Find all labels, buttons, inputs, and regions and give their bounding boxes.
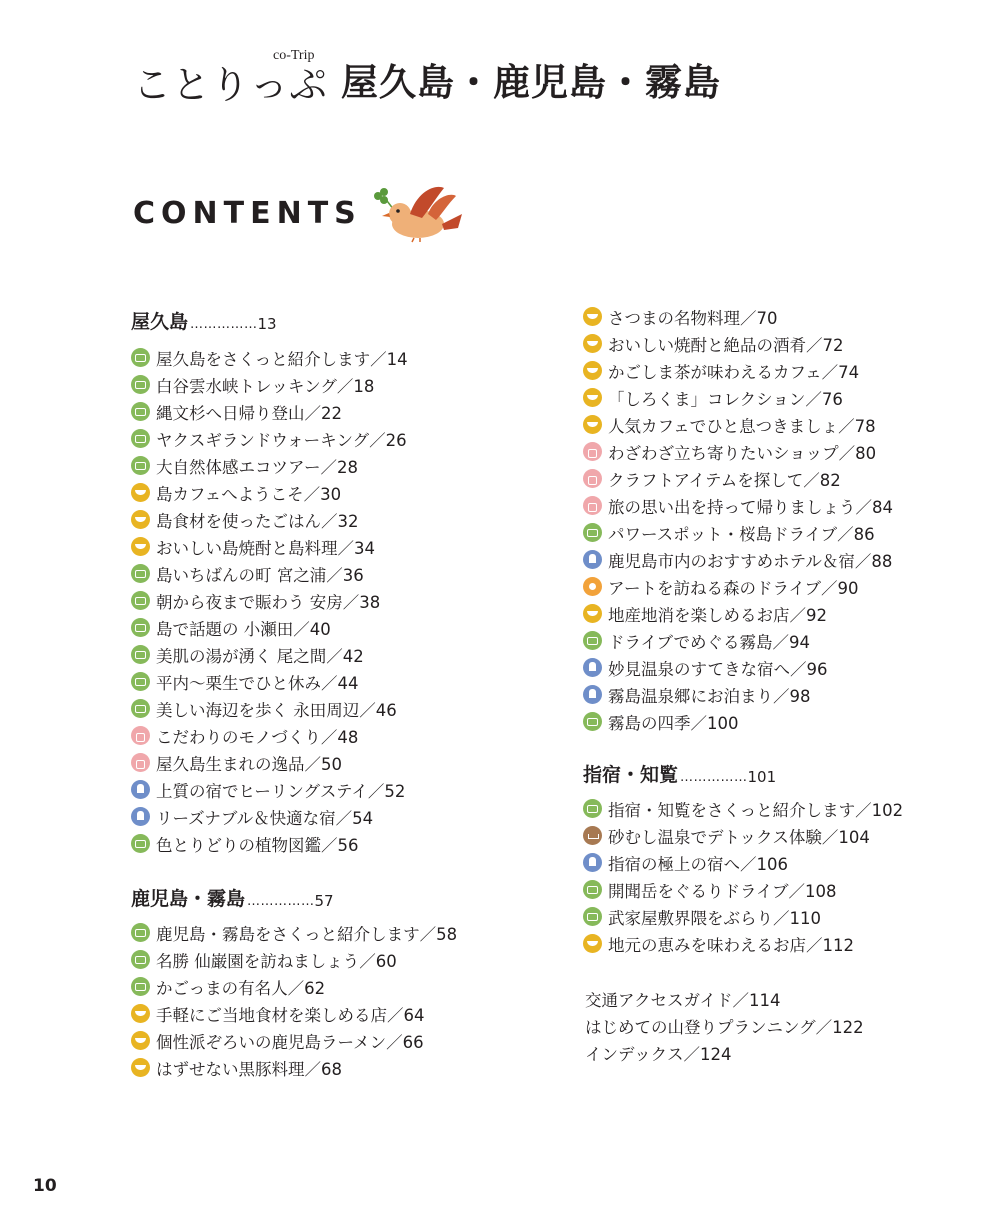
entry-text: アートを訪ねる森のドライブ／90 bbox=[608, 578, 859, 598]
entry-text: 霧島温泉郷にお泊まり／98 bbox=[608, 686, 811, 706]
food-icon bbox=[131, 483, 150, 502]
entry-text: わざわざ立ち寄りたいショップ／80 bbox=[608, 443, 877, 463]
food-icon bbox=[131, 510, 150, 529]
section-page: 57 bbox=[314, 892, 334, 910]
contents-entry[interactable] bbox=[583, 330, 983, 357]
section-page: 13 bbox=[257, 315, 277, 333]
bath-icon bbox=[583, 826, 602, 845]
camera-icon bbox=[583, 907, 602, 926]
contents-entry[interactable] bbox=[131, 452, 531, 479]
section-title: 鹿児島・霧島 bbox=[131, 888, 246, 910]
contents-entry[interactable] bbox=[583, 573, 983, 600]
contents-entry[interactable] bbox=[583, 465, 983, 492]
contents-entry[interactable] bbox=[583, 654, 983, 681]
entry-text: おいしい島焼酎と島料理／34 bbox=[156, 538, 375, 558]
contents-entry[interactable] bbox=[583, 600, 983, 627]
entry-text: 個性派ぞろいの鹿児島ラーメン／66 bbox=[156, 1032, 424, 1052]
page-number: 10 bbox=[33, 1176, 57, 1196]
stay-icon bbox=[131, 780, 150, 799]
stay-icon bbox=[583, 550, 602, 569]
contents-entry[interactable] bbox=[583, 795, 983, 822]
camera-icon bbox=[583, 880, 602, 899]
appendix-entry[interactable]: 交通アクセスガイド／114 bbox=[585, 990, 781, 1010]
entry-text: さつまの名物料理／70 bbox=[608, 308, 778, 328]
entry-text: パワースポット・桜島ドライブ／86 bbox=[608, 524, 875, 544]
shop-icon bbox=[131, 726, 150, 745]
entry-text: 平内～栗生でひと休み／44 bbox=[156, 673, 359, 693]
entry-text: 地元の恵みを味わえるお店／112 bbox=[608, 935, 854, 955]
contents-entry[interactable] bbox=[131, 479, 531, 506]
entry-text: 朝から夜まで賑わう 安房／38 bbox=[156, 592, 381, 612]
entry-text: 屋久島生まれの逸品／50 bbox=[156, 754, 342, 774]
contents-entry[interactable] bbox=[131, 425, 531, 452]
entry-text: リーズナブル＆快適な宿／54 bbox=[156, 808, 374, 828]
food-icon bbox=[131, 1058, 150, 1077]
entry-text: 開聞岳をぐるりドライブ／108 bbox=[608, 881, 837, 901]
leader-dots: …………… bbox=[247, 894, 315, 909]
camera-icon bbox=[131, 699, 150, 718]
entry-text: 色とりどりの植物図鑑／56 bbox=[156, 835, 359, 855]
camera-icon bbox=[131, 402, 150, 421]
art-icon bbox=[583, 577, 602, 596]
entry-text: おいしい焼酎と絶品の酒肴／72 bbox=[608, 335, 844, 355]
contents-entry[interactable] bbox=[131, 398, 531, 425]
contents-entry[interactable] bbox=[583, 303, 983, 330]
contents-entry[interactable] bbox=[583, 876, 983, 903]
contents-entry[interactable] bbox=[131, 722, 531, 749]
contents-entry[interactable] bbox=[131, 1000, 531, 1027]
camera-icon bbox=[131, 645, 150, 664]
contents-entry[interactable] bbox=[583, 411, 983, 438]
contents-entry[interactable] bbox=[131, 1054, 531, 1081]
section-kagoshima-heading[interactable] bbox=[131, 881, 531, 911]
food-icon bbox=[583, 307, 602, 326]
camera-icon bbox=[131, 456, 150, 475]
section-yakushima-heading[interactable] bbox=[131, 304, 531, 334]
contents-entry[interactable] bbox=[583, 438, 983, 465]
entry-text: 名勝 仙巌園を訪ねましょう／60 bbox=[156, 951, 397, 971]
shop-icon bbox=[583, 496, 602, 515]
contents-entry[interactable] bbox=[583, 708, 983, 735]
camera-icon bbox=[131, 375, 150, 394]
contents-entry[interactable] bbox=[131, 973, 531, 1000]
entry-text: 手軽にご当地食材を楽しめる店／64 bbox=[156, 1005, 425, 1025]
contents-entry[interactable] bbox=[131, 371, 531, 398]
food-icon bbox=[583, 934, 602, 953]
contents-entry[interactable] bbox=[583, 627, 983, 654]
entry-text: 鹿児島市内のおすすめホテル＆宿／88 bbox=[608, 551, 893, 571]
stay-icon bbox=[583, 685, 602, 704]
camera-icon bbox=[131, 834, 150, 853]
food-icon bbox=[583, 361, 602, 380]
entry-text: 霧島の四季／100 bbox=[608, 713, 739, 733]
camera-icon bbox=[131, 564, 150, 583]
contents-entry[interactable] bbox=[131, 614, 531, 641]
shop-icon bbox=[583, 469, 602, 488]
camera-icon bbox=[131, 923, 150, 942]
contents-entry[interactable] bbox=[583, 546, 983, 573]
contents-entry[interactable] bbox=[583, 519, 983, 546]
contents-entry[interactable] bbox=[131, 587, 531, 614]
cotrip-label: co-Trip bbox=[273, 48, 315, 63]
shop-icon bbox=[583, 442, 602, 461]
entry-text: 島カフェへようこそ／30 bbox=[156, 484, 342, 504]
food-icon bbox=[131, 1031, 150, 1050]
entry-text: 旅の思い出を持って帰りましょう／84 bbox=[608, 497, 893, 517]
camera-icon bbox=[131, 618, 150, 637]
contents-entry[interactable] bbox=[131, 749, 531, 776]
contents-entry[interactable] bbox=[583, 384, 983, 411]
contents-entry[interactable] bbox=[131, 946, 531, 973]
section-page: 101 bbox=[747, 768, 777, 786]
entry-text: 指宿・知覧をさくっと紹介します／102 bbox=[608, 800, 904, 820]
camera-icon bbox=[583, 799, 602, 818]
cotrip-logo: ことりっぷ bbox=[133, 63, 329, 107]
camera-icon bbox=[131, 672, 150, 691]
entry-text: 島食材を使ったごはん／32 bbox=[156, 511, 359, 531]
entry-text: 武家屋敷界隈をぶらり／110 bbox=[608, 908, 821, 928]
entry-text: ヤクスギランドウォーキング／26 bbox=[156, 430, 407, 450]
entry-text: はずせない黒豚料理／68 bbox=[156, 1059, 342, 1079]
contents-entry[interactable] bbox=[131, 641, 531, 668]
food-icon bbox=[583, 334, 602, 353]
camera-icon bbox=[583, 523, 602, 542]
contents-entry[interactable] bbox=[583, 492, 983, 519]
entry-text: 地産地消を楽しめるお店／92 bbox=[608, 605, 827, 625]
contents-entry[interactable] bbox=[131, 803, 531, 830]
entry-text: 屋久島をさくっと紹介します／14 bbox=[156, 349, 408, 369]
contents-heading: CONTENTS bbox=[133, 196, 362, 231]
section-title: 指宿・知覧 bbox=[583, 764, 679, 786]
extras-list bbox=[583, 985, 983, 1066]
camera-icon bbox=[583, 712, 602, 731]
contents-entry[interactable] bbox=[131, 533, 531, 560]
shop-icon bbox=[131, 753, 150, 772]
contents-entry[interactable] bbox=[131, 1027, 531, 1054]
entry-text: ドライブでめぐる霧島／94 bbox=[608, 632, 811, 652]
food-icon bbox=[131, 1004, 150, 1023]
food-icon bbox=[131, 537, 150, 556]
contents-entry[interactable] bbox=[583, 930, 983, 957]
bird-illustration-icon bbox=[370, 184, 466, 244]
entry-text: かごしま茶が味わえるカフェ／74 bbox=[608, 362, 860, 382]
camera-icon bbox=[131, 977, 150, 996]
contents-entry[interactable] bbox=[131, 344, 531, 371]
appendix-entry[interactable]: インデックス／124 bbox=[585, 1044, 732, 1064]
entry-text: 美しい海辺を歩く 永田周辺／46 bbox=[156, 700, 397, 720]
kagoshima-list-continued bbox=[583, 303, 983, 735]
entry-text: かごっまの有名人／62 bbox=[156, 978, 326, 998]
entry-text: 白谷雲水峡トレッキング／18 bbox=[156, 376, 375, 396]
entry-text: 縄文杉へ日帰り登山／22 bbox=[156, 403, 342, 423]
entry-text: 島で話題の 小瀬田／40 bbox=[156, 619, 331, 639]
guide-title: 屋久島・鹿児島・霧島 bbox=[341, 61, 721, 104]
section-title: 屋久島 bbox=[131, 311, 189, 333]
entry-text: 人気カフェでひと息つきましょ／78 bbox=[608, 416, 876, 436]
appendix-entry[interactable]: はじめての山登りプランニング／122 bbox=[585, 1017, 864, 1037]
leader-dots: …………… bbox=[680, 770, 748, 785]
camera-icon bbox=[131, 348, 150, 367]
entry-text: 島いちばんの町 宮之浦／36 bbox=[156, 565, 364, 585]
contents-entry[interactable] bbox=[131, 695, 531, 722]
entry-text: 美肌の湯が湧く 尾之間／42 bbox=[156, 646, 364, 666]
contents-entry[interactable] bbox=[131, 506, 531, 533]
camera-icon bbox=[583, 631, 602, 650]
stay-icon bbox=[131, 807, 150, 826]
ibusuki-list bbox=[583, 795, 983, 957]
entry-text: 大自然体感エコツアー／28 bbox=[156, 457, 359, 477]
contents-entry[interactable] bbox=[583, 681, 983, 708]
entry-text: 指宿の極上の宿へ／106 bbox=[608, 854, 788, 874]
entry-text: 妙見温泉のすてきな宿へ／96 bbox=[608, 659, 828, 679]
contents-entry[interactable] bbox=[131, 776, 531, 803]
camera-icon bbox=[131, 429, 150, 448]
stay-icon bbox=[583, 853, 602, 872]
contents-entry[interactable] bbox=[583, 903, 983, 930]
contents-entry[interactable] bbox=[131, 668, 531, 695]
food-icon bbox=[583, 415, 602, 434]
leader-dots: …………… bbox=[190, 317, 258, 332]
entry-text: 「しろくま」コレクション／76 bbox=[608, 389, 843, 409]
entry-text: クラフトアイテムを探して／82 bbox=[608, 470, 841, 490]
food-icon bbox=[583, 388, 602, 407]
entry-text: 砂むし温泉でデトックス体験／104 bbox=[608, 827, 870, 847]
camera-icon bbox=[131, 950, 150, 969]
entry-text: 上質の宿でヒーリングステイ／52 bbox=[156, 781, 406, 801]
contents-entry[interactable] bbox=[131, 830, 531, 857]
entry-text: 鹿児島・霧島をさくっと紹介します／58 bbox=[156, 924, 458, 944]
kagoshima-list bbox=[131, 919, 531, 1081]
contents-entry[interactable] bbox=[583, 822, 983, 849]
food-icon bbox=[583, 604, 602, 623]
contents-column-right bbox=[583, 303, 983, 1066]
contents-entry[interactable] bbox=[131, 560, 531, 587]
camera-icon bbox=[131, 591, 150, 610]
yakushima-list bbox=[131, 344, 531, 857]
contents-entry[interactable] bbox=[583, 849, 983, 876]
contents-entry[interactable] bbox=[583, 357, 983, 384]
entry-text: こだわりのモノづくり／48 bbox=[156, 727, 359, 747]
contents-entry[interactable] bbox=[131, 919, 531, 946]
section-ibusuki-heading[interactable] bbox=[583, 757, 983, 787]
contents-column-left bbox=[131, 304, 531, 1081]
stay-icon bbox=[583, 658, 602, 677]
